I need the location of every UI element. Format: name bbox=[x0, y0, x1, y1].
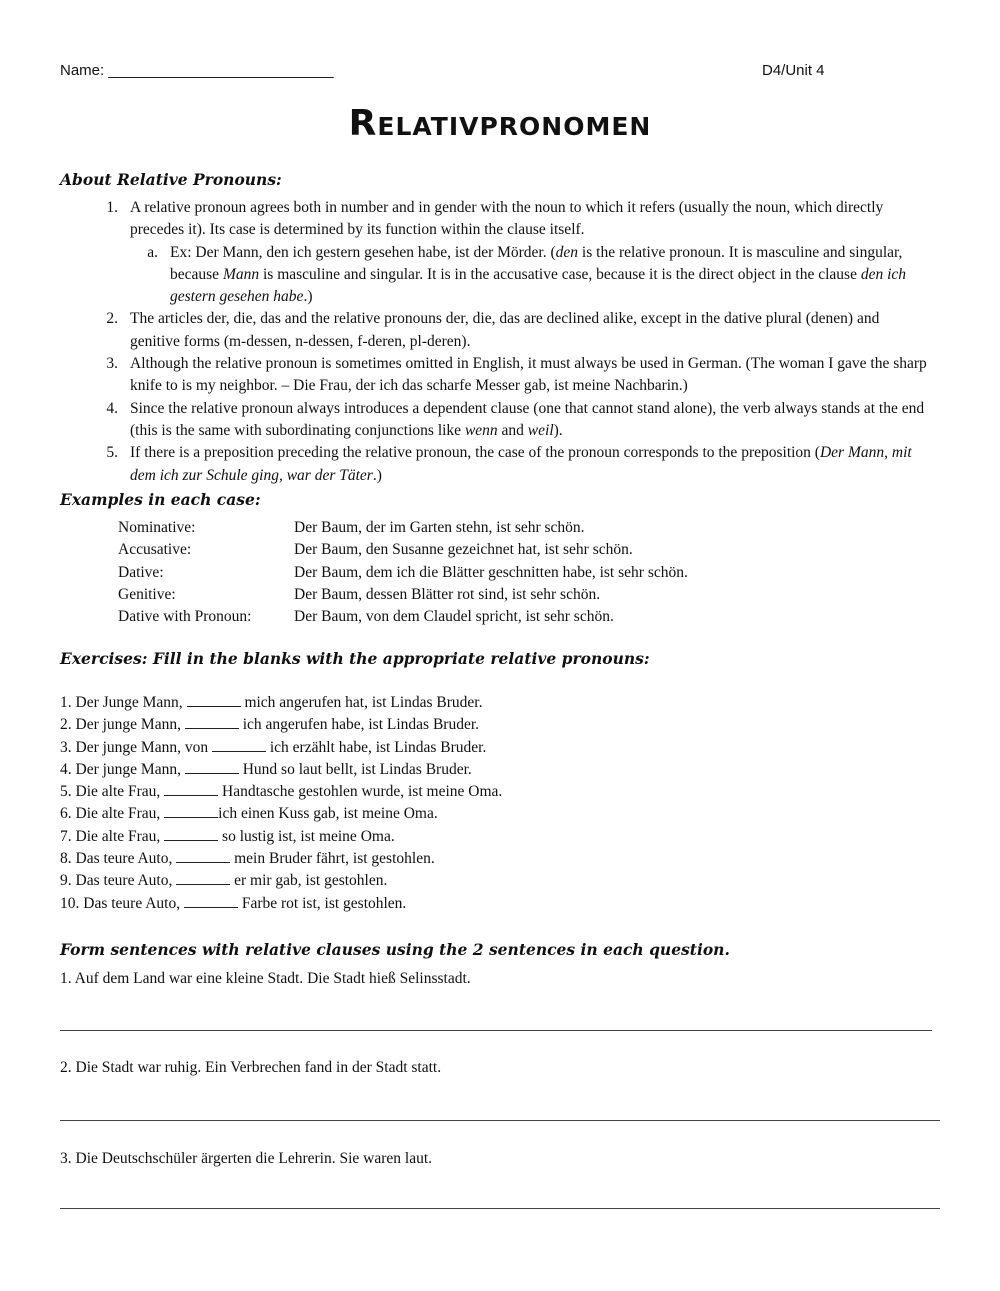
name-field[interactable]: Name: ___________________________ bbox=[60, 62, 334, 79]
question-2: 2. Die Stadt war ruhig. Ein Verbrechen fand in der Stadt statt. bbox=[60, 1059, 442, 1076]
table-row: Dative: Der Baum, dem ich die Blätter geschnitten habe, ist sehr schön. bbox=[118, 563, 688, 581]
list-item: 1. A relative pronoun agrees both in number and in gender with the noun to which it refers (usually the noun, which directly precedes it). Its case is determined by its function within the clause itself. bbox=[106, 199, 884, 239]
list-item: 5. Die alte Frau, Handtasche gestohlen wurde, ist meine Oma. bbox=[60, 783, 503, 801]
question-1: 1. Auf dem Land war eine kleine Stadt. Die Stadt hieß Selinsstadt. bbox=[60, 970, 471, 987]
examples-heading: Examples in each case: bbox=[60, 490, 261, 509]
exercises-heading: Exercises: Fill in the blanks with the appropriate relative pronouns: bbox=[60, 649, 650, 668]
list-item: 10. Das teure Auto, Farbe rot ist, ist gestohlen. bbox=[60, 894, 407, 912]
blank-input[interactable] bbox=[185, 715, 239, 729]
table-row: Dative with Pronoun: Der Baum, von dem Claudel spricht, ist sehr schön. bbox=[118, 608, 614, 626]
list-item: 1. Der Junge Mann, mich angerufen hat, ist Lindas Bruder. bbox=[60, 694, 483, 711]
list-item: 7. Die alte Frau, so lustig ist, ist meine Oma. bbox=[60, 827, 395, 845]
list-item: 2. Der junge Mann, ich angerufen habe, ist Lindas Bruder. bbox=[60, 716, 480, 734]
table-row: Accusative: Der Baum, den Susanne gezeichnet hat, ist sehr schön. bbox=[118, 541, 633, 559]
blank-input[interactable] bbox=[184, 894, 238, 908]
blank-input[interactable] bbox=[212, 738, 266, 752]
answer-line[interactable] bbox=[60, 1208, 940, 1209]
exercise-list bbox=[60, 692, 860, 915]
unit-label: D4/Unit 4 bbox=[762, 62, 825, 79]
question-3: 3. Die Deutschschüler ärgerten die Lehrerin. Sie waren laut. bbox=[60, 1150, 432, 1167]
about-heading: About Relative Pronouns: bbox=[60, 170, 282, 189]
list-item: 2. The articles der, die, das and the relative pronouns der, die, das are declined alike, except in the dative plural (denen) and genitive forms (m-dessen, n-dessen, f-deren, pl-deren). bbox=[106, 310, 880, 350]
sub-list-item: a. Ex: Der Mann, den ich gestern gesehen habe, ist der Mörder. (den is the relative pronoun. It is masculine and singular, because Mann is masculine and singular. It is in the accusative case, because it is the direct object in the clause den ich gestern gesehen habe.) bbox=[147, 243, 907, 306]
answer-line[interactable] bbox=[60, 1030, 932, 1031]
blank-input[interactable] bbox=[164, 782, 218, 796]
form-heading: Form sentences with relative clauses using the 2 sentences in each question. bbox=[60, 940, 730, 959]
page-title: Relativpronomen bbox=[348, 103, 652, 144]
blank-input[interactable] bbox=[164, 804, 218, 818]
list-item: 3. Although the relative pronoun is sometimes omitted in English, it must always be used in German. (The woman I gave the sharp knife to is my neighbor. – Die Frau, der ich das scharfe Messer gab, ist meine Nachbarin.) bbox=[106, 355, 927, 395]
answer-line[interactable] bbox=[60, 1120, 940, 1121]
examples-table bbox=[118, 517, 918, 628]
list-item: 4. Since the relative pronoun always introduces a dependent clause (one that cannot stand alone), the verb always stands at the end (this is the same with subordinating conjunctions like wenn and weil). bbox=[106, 399, 925, 439]
list-item: 8. Das teure Auto, mein Bruder fährt, ist gestohlen. bbox=[60, 850, 435, 868]
list-item: 6. Die alte Frau, ich einen Kuss gab, ist meine Oma. bbox=[60, 805, 438, 823]
list-item: 4. Der junge Mann, Hund so laut bellt, ist Lindas Bruder. bbox=[60, 760, 472, 778]
blank-input[interactable] bbox=[164, 827, 218, 841]
blank-input[interactable] bbox=[185, 760, 239, 774]
list-item: 3. Der junge Mann, von ich erzählt habe, ist Lindas Bruder. bbox=[60, 738, 487, 756]
list-item: 5. If there is a preposition preceding the relative pronoun, the case of the pronoun corresponds to the preposition (Der Mann, mit dem ich zur Schule ging, war der Täter.) bbox=[106, 444, 912, 484]
table-row: Nominative: Der Baum, der im Garten stehn, ist sehr schön. bbox=[118, 519, 585, 536]
blank-input[interactable] bbox=[176, 871, 230, 885]
about-list bbox=[88, 197, 933, 487]
blank-input[interactable] bbox=[176, 849, 230, 863]
blank-input[interactable] bbox=[187, 693, 241, 707]
list-item: 9. Das teure Auto, er mir gab, ist gestohlen. bbox=[60, 872, 388, 890]
table-row: Genitive: Der Baum, dessen Blätter rot sind, ist sehr schön. bbox=[118, 585, 601, 603]
